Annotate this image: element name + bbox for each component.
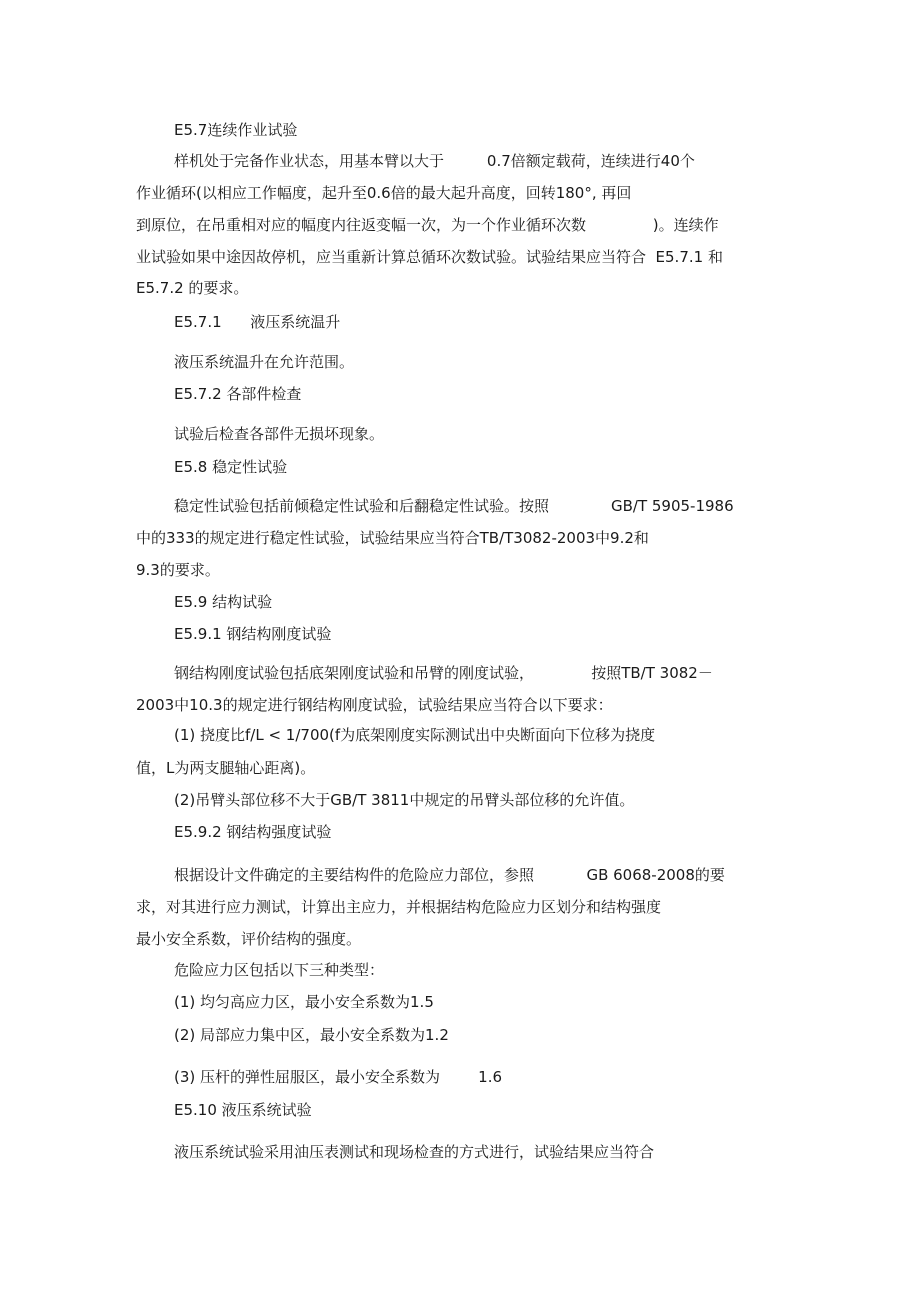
paragraph-line: 2003中10.3的规定进行钢结构刚度试验，试验结果应当符合以下要求： [136, 696, 613, 714]
list-item: (2) 局部应力集中区，最小安全系数为1.2 [174, 1026, 449, 1044]
paragraph-line: 值，L为两支腿轴心距离)。 [136, 759, 316, 777]
heading-e5-7: E5.7连续作业试验 [174, 121, 298, 139]
paragraph-line: 作业循环(以相应工作幅度，起升至0.6倍的最大起升高度，回转180°, 再回 [136, 184, 632, 202]
heading-e5-9: E5.9 结构试验 [174, 593, 273, 611]
paragraph-line: 样机处于完备作业状态，用基本臂以大于 0.7倍额定载荷，连续进行40个 [174, 152, 695, 170]
heading-e5-7-1: E5.7.1 液压系统温升 [174, 313, 341, 331]
heading-e5-10: E5.10 液压系统试验 [174, 1101, 312, 1119]
paragraph-line: 钢结构刚度试验包括底架刚度试验和吊臂的刚度试验， 按照TB/T 3082－ [174, 664, 713, 682]
paragraph-line: 9.3的要求。 [136, 561, 220, 579]
paragraph-line: 求，对其进行应力测试，计算出主应力，并根据结构危险应力区划分和结构强度 [136, 898, 662, 916]
heading-e5-9-2: E5.9.2 钢结构强度试验 [174, 823, 332, 841]
list-item: (3) 压杆的弹性屈服区，最小安全系数为 1.6 [174, 1068, 503, 1086]
list-item: (1) 均匀高应力区，最小安全系数为1.5 [174, 993, 434, 1011]
paragraph-line: 根据设计文件确定的主要结构件的危险应力部位，参照 GB 6068-2008的要 [174, 866, 725, 884]
heading-e5-8: E5.8 稳定性试验 [174, 458, 288, 476]
paragraph-line: 到原位，在吊重相对应的幅度内往返变幅一次，为一个作业循环次数 )。连续作 [136, 216, 719, 234]
paragraph-line: 液压系统温升在允许范围。 [174, 353, 355, 371]
heading-e5-9-1: E5.9.1 钢结构刚度试验 [174, 625, 332, 643]
paragraph-line: E5.7.2 的要求。 [136, 279, 249, 297]
heading-e5-7-2: E5.7.2 各部件检查 [174, 385, 302, 403]
paragraph-line: 最小安全系数，评价结构的强度。 [136, 930, 362, 948]
list-item: (1) 挠度比f/L < 1/700(f为底架刚度实际测试出中央断面向下位移为挠度 [174, 726, 656, 744]
paragraph-line: 危险应力区包括以下三种类型： [174, 961, 385, 979]
paragraph-line: 液压系统试验采用油压表测试和现场检查的方式进行，试验结果应当符合 [174, 1143, 655, 1161]
paragraph-line: 稳定性试验包括前倾稳定性试验和后翻稳定性试验。按照 GB/T 5905-1986 [174, 497, 734, 515]
list-item: (2)吊臂头部位移不大于GB/T 3811中规定的吊臂头部位移的允许值。 [174, 791, 635, 809]
paragraph-line: 试验后检查各部件无损坏现象。 [174, 425, 385, 443]
paragraph-line: 业试验如果中途因故停机，应当重新计算总循环次数试验。试验结果应当符合 E5.7.1 和 [136, 248, 723, 266]
paragraph-line: 中的333的规定进行稳定性试验，试验结果应当符合TB/T3082-2003中9.2和 [136, 529, 649, 547]
